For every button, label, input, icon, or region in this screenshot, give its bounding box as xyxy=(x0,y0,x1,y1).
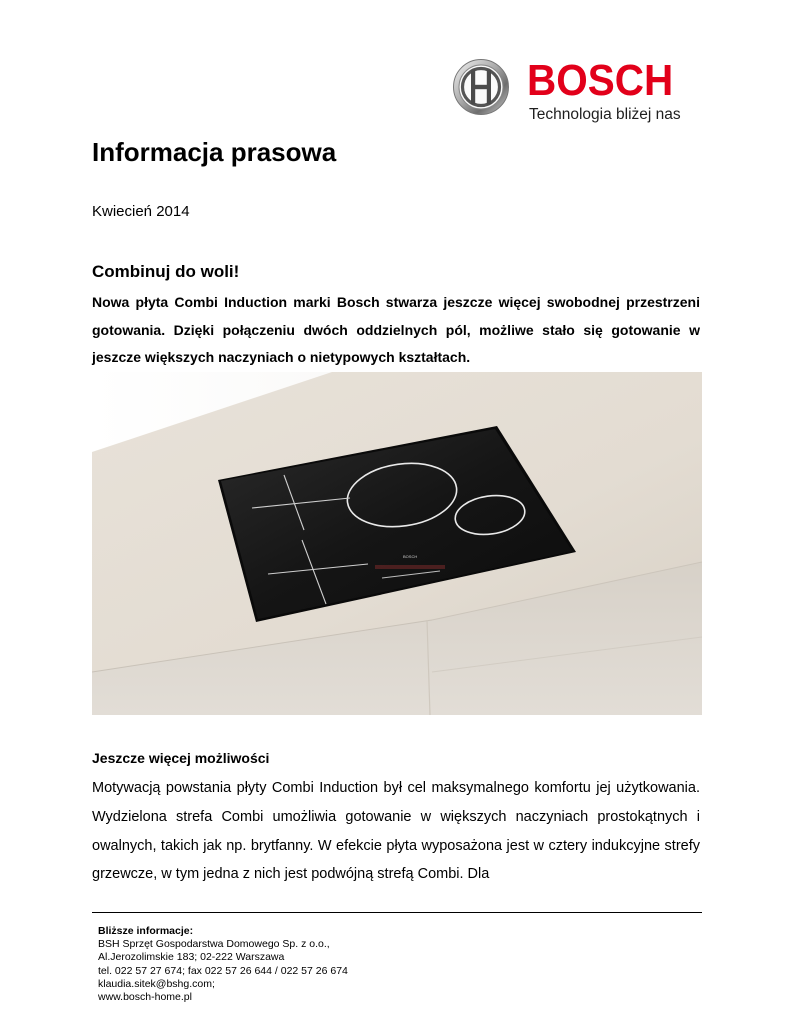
cooktop-photo xyxy=(92,372,702,715)
footer-line-website[interactable]: www.bosch-home.pl xyxy=(98,991,192,1004)
lead-paragraph: Nowa płyta Combi Induction marki Bosch stwarza jeszcze więcej swobodnej przestrzeni gotowania. Dzięki połączeniu dwóch oddzielnych pól, możliwe stało się gotowanie w jeszcze większych naczyniach o nietypowych kształtach. xyxy=(92,294,700,365)
cooktop-brand-mark: BOSCH xyxy=(403,554,418,559)
brand-wordmark: BOSCH xyxy=(527,56,674,105)
section-body: Motywacją powstania płyty Combi Induction był cel maksymalnego komfortu jej użytkowania. Wydzielona strefa Combi umożliwia gotowanie w większych naczyniach prostokątnych i owalnych, takich jak np. brytfanny. W efekcie płyta wyposażona jest w cztery indukcyjne strefy grzewcze, w tym jedna z nich jest podwójną strefą Combi. Dla xyxy=(92,780,700,883)
footer-line-address: Al.Jerozolimskie 183; 02-222 Warszawa xyxy=(98,951,285,964)
footer-divider xyxy=(92,912,702,913)
bosch-armature-icon xyxy=(452,58,510,116)
bosch-logo xyxy=(452,54,692,126)
brand-tagline: Technologia bliżej nas xyxy=(529,106,681,123)
page-title: Informacja prasowa xyxy=(92,137,337,167)
contact-footer xyxy=(98,925,348,1004)
document-date: Kwiecień 2014 xyxy=(92,203,190,220)
footer-label: Bliższe informacje: xyxy=(98,925,194,937)
footer-line-company: BSH Sprzęt Gospodarstwa Domowego Sp. z o.o., xyxy=(98,938,330,951)
article-headline: Combinuj do woli! xyxy=(92,262,240,281)
footer-line-email[interactable]: klaudia.sitek@bshg.com; xyxy=(98,977,215,990)
footer-line-phone: tel. 022 57 27 674; fax 022 57 26 644 / 022 57 26 674 xyxy=(98,964,348,977)
section-heading: Jeszcze więcej możliwości xyxy=(92,750,270,766)
